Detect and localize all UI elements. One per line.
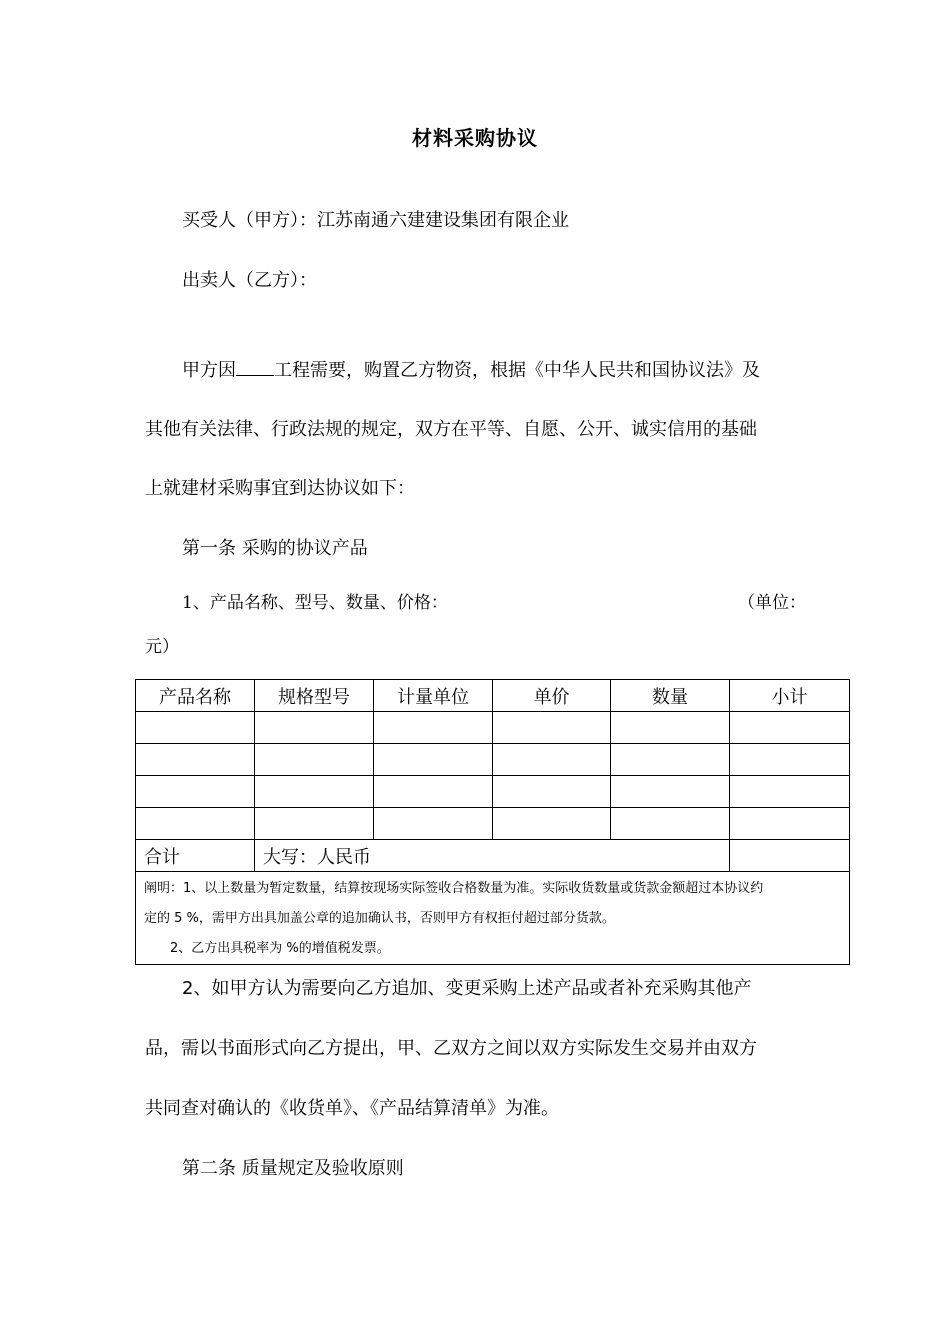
note-cell	[136, 872, 850, 965]
table-cell	[611, 776, 730, 808]
header-unit: 计量单位	[374, 680, 493, 712]
table-cell	[611, 744, 730, 776]
item1-label: 1、产品名称、型号、数量、价格：	[182, 593, 448, 613]
table-cell	[493, 712, 611, 744]
unit-suffix: 元）	[145, 637, 179, 657]
intro-line-3: 上就建材采购事宜到达协议如下：	[145, 478, 415, 499]
intro-text-b: 工程需要，购置乙方物资，根据《中华人民共和国协议法》及	[274, 360, 760, 381]
header-subtotal: 小计	[730, 680, 850, 712]
item2-line-2: 品，需以书面形式向乙方提出，甲、乙双方之间以双方实际发生交易并由双方	[145, 1038, 757, 1059]
table-row	[136, 712, 850, 744]
table-cell	[493, 808, 611, 840]
note-line-2: 定的 5 %，需甲方出具加盖公章的追加确认书，否则甲方有权拒付超过部分货款。	[144, 911, 615, 926]
item2-line-3: 共同查对确认的《收货单》、《产品结算清单》为准。	[145, 1098, 559, 1119]
table-cell	[374, 808, 493, 840]
table-cell	[255, 776, 374, 808]
intro-line-2: 其他有关法律、行政法规的规定，双方在平等、自愿、公开、诚实信用的基础	[145, 419, 757, 440]
product-table	[135, 679, 850, 965]
project-name-blank	[236, 359, 274, 376]
total-label: 合计	[136, 840, 255, 872]
intro-line-1	[182, 356, 760, 382]
table-row	[136, 744, 850, 776]
table-cell	[493, 744, 611, 776]
table-cell	[136, 808, 255, 840]
note-line-1: 阐明：1、以上数量为暂定数量，结算按现场实际签收合格数量为准。实际收货数量或货款金额超过本协议约	[144, 881, 764, 896]
total-row	[136, 840, 850, 872]
table-cell	[611, 712, 730, 744]
total-subtotal-cell	[730, 840, 850, 872]
document-title: 材料采购协议	[412, 126, 538, 150]
table-cell	[493, 776, 611, 808]
table-cell	[136, 744, 255, 776]
note-row	[136, 872, 850, 965]
table-cell	[730, 744, 850, 776]
table-cell	[255, 744, 374, 776]
intro-text-a: 甲方因	[182, 360, 236, 381]
item2-line-1: 2、如甲方认为需要向乙方追加、变更采购上述产品或者补充采购其他产	[182, 978, 752, 999]
table-cell	[374, 712, 493, 744]
table-cell	[136, 712, 255, 744]
article2-heading: 第二条 质量规定及验收原则	[182, 1158, 404, 1179]
header-product-name: 产品名称	[136, 680, 255, 712]
header-quantity: 数量	[611, 680, 730, 712]
table-cell	[730, 808, 850, 840]
table-cell	[611, 808, 730, 840]
article1-heading: 第一条 采购的协议产品	[182, 538, 368, 559]
total-caps-amount: 大写：人民币	[255, 840, 730, 872]
header-spec-model: 规格型号	[255, 680, 374, 712]
note-line-3: 2、乙方出具税率为 %的增值税发票。	[170, 941, 390, 956]
seller-line: 出卖人（乙方）：	[182, 270, 317, 291]
table-cell	[255, 712, 374, 744]
table-header-row	[136, 680, 850, 712]
table-cell	[374, 744, 493, 776]
buyer-line: 买受人（甲方）：江苏南通六建建设集团有限企业	[182, 210, 569, 231]
table-cell	[136, 776, 255, 808]
table-cell	[730, 776, 850, 808]
table-cell	[374, 776, 493, 808]
table-row	[136, 808, 850, 840]
unit-prefix: （单位：	[738, 593, 806, 613]
header-unit-price: 单价	[493, 680, 611, 712]
table-cell	[730, 712, 850, 744]
table-cell	[255, 808, 374, 840]
table-row	[136, 776, 850, 808]
